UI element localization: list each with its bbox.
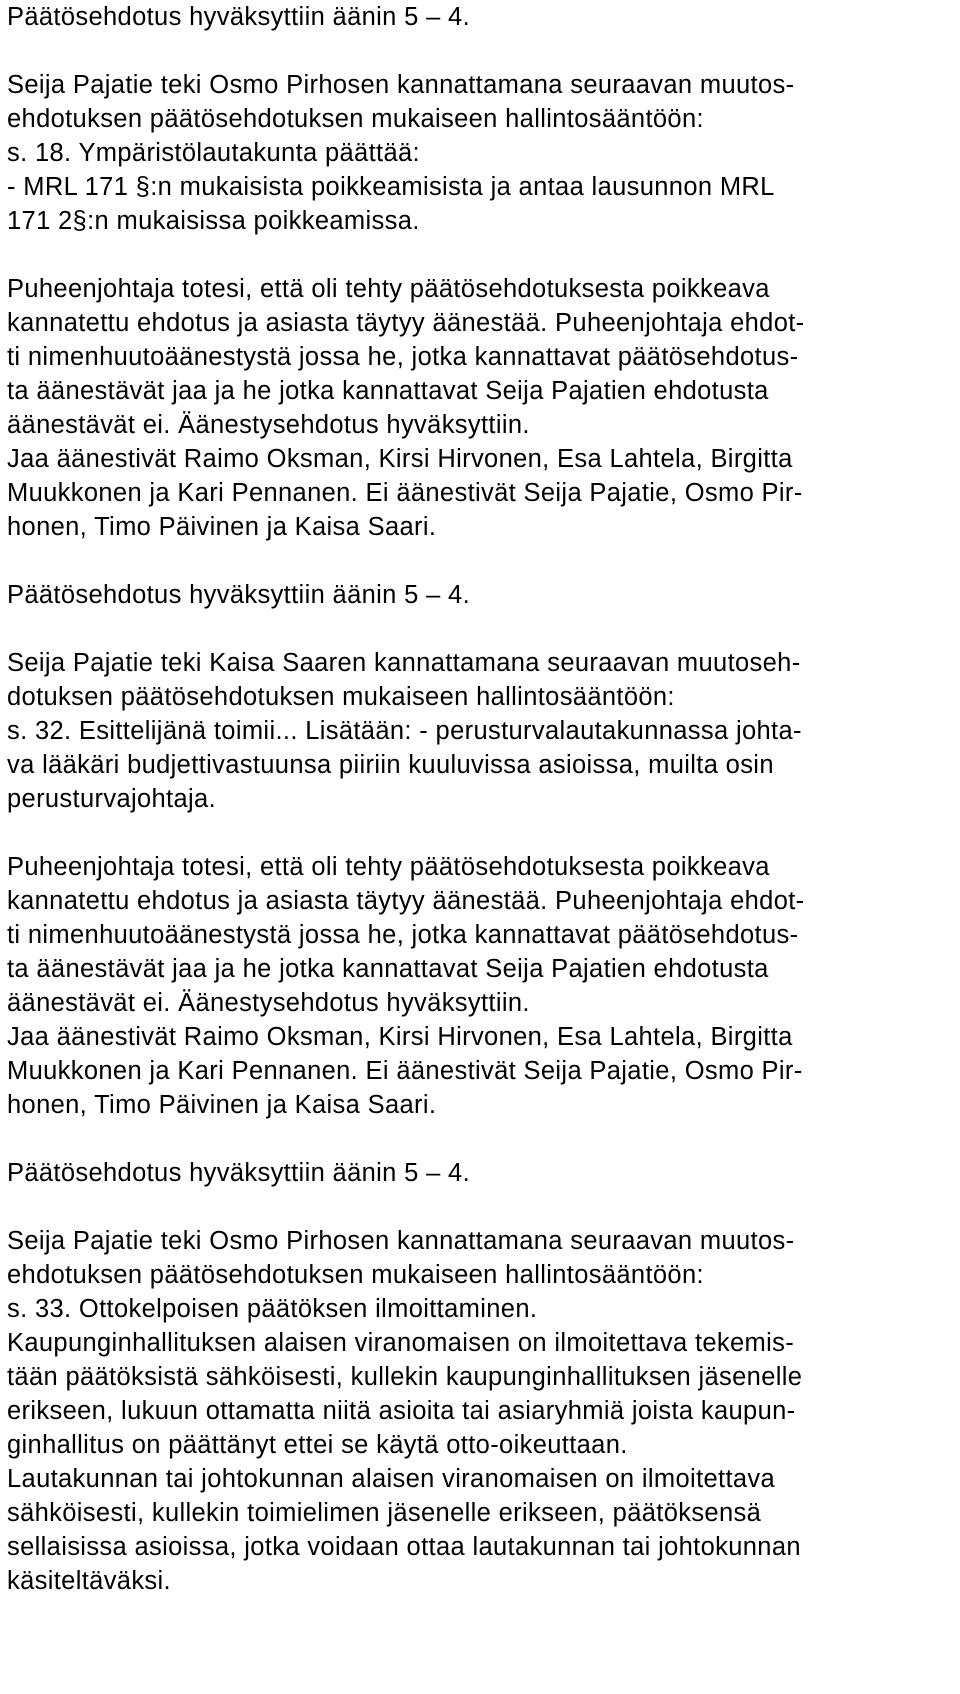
- text-line: tään päätöksistä sähköisesti, kullekin kaupunginhallituksen jäsenelle: [7, 1363, 803, 1391]
- text-line: ti nimenhuutoäänestystä jossa he, jotka kannattavat päätösehdotus-: [7, 921, 799, 949]
- text-line: äänestävät ei. Äänestysehdotus hyväksyttiin.: [7, 411, 530, 439]
- text-line: Päätösehdotus hyväksyttiin äänin 5 – 4.: [7, 1159, 471, 1187]
- text-line: ta äänestävät jaa ja he jotka kannattavat Seija Pajatien ehdotusta: [7, 377, 769, 405]
- text-line: s. 18. Ympäristölautakunta päättää:: [7, 139, 420, 167]
- text-line: Jaa äänestivät Raimo Oksman, Kirsi Hirvonen, Esa Lahtela, Birgitta: [7, 445, 793, 473]
- text-line: ta äänestävät jaa ja he jotka kannattavat Seija Pajatien ehdotusta: [7, 955, 769, 983]
- text-line: - MRL 171 §:n mukaisista poikkeamisista ja antaa lausunnon MRL: [7, 173, 775, 201]
- text-line: käsiteltäväksi.: [7, 1567, 171, 1595]
- text-line: dotuksen päätösehdotuksen mukaiseen hallintosääntöön:: [7, 683, 675, 711]
- text-line: ginhallitus on päättänyt ettei se käytä otto-oikeuttaan.: [7, 1431, 628, 1459]
- text-line: erikseen, lukuun ottamatta niitä asioita tai asiaryhmiä joista kaupun-: [7, 1397, 796, 1425]
- text-line: s. 32. Esittelijänä toimii... Lisätään: - perusturvalautakunnassa johta-: [7, 717, 802, 745]
- text-line: Seija Pajatie teki Kaisa Saaren kannattamana seuraavan muutoseh-: [7, 649, 801, 677]
- text-line: 171 2§:n mukaisissa poikkeamissa.: [7, 207, 420, 235]
- text-line: perusturvajohtaja.: [7, 785, 217, 813]
- text-line: Puheenjohtaja totesi, että oli tehty päätösehdotuksesta poikkeava: [7, 853, 770, 881]
- text-line: Muukkonen ja Kari Pennanen. Ei äänestivät Seija Pajatie, Osmo Pir-: [7, 479, 803, 507]
- text-line: Päätösehdotus hyväksyttiin äänin 5 – 4.: [7, 581, 471, 609]
- text-line: sellaisissa asioissa, jotka voidaan ottaa lautakunnan tai johtokunnan: [7, 1533, 801, 1561]
- text-line: honen, Timo Päivinen ja Kaisa Saari.: [7, 513, 437, 541]
- text-line: kannatettu ehdotus ja asiasta täytyy äänestää. Puheenjohtaja ehdot-: [7, 887, 805, 915]
- text-line: s. 33. Ottokelpoisen päätöksen ilmoittaminen.: [7, 1295, 538, 1323]
- text-line: Päätösehdotus hyväksyttiin äänin 5 – 4.: [7, 3, 471, 31]
- text-line: äänestävät ei. Äänestysehdotus hyväksyttiin.: [7, 989, 530, 1017]
- text-line: kannatettu ehdotus ja asiasta täytyy äänestää. Puheenjohtaja ehdot-: [7, 309, 805, 337]
- text-line: sähköisesti, kullekin toimielimen jäsenelle erikseen, päätöksensä: [7, 1499, 762, 1527]
- text-line: honen, Timo Päivinen ja Kaisa Saari.: [7, 1091, 437, 1119]
- text-line: ehdotuksen päätösehdotuksen mukaiseen hallintosääntöön:: [7, 1261, 704, 1289]
- text-line: Puheenjohtaja totesi, että oli tehty päätösehdotuksesta poikkeava: [7, 275, 770, 303]
- text-line: Seija Pajatie teki Osmo Pirhosen kannattamana seuraavan muutos-: [7, 71, 795, 99]
- text-line: ehdotuksen päätösehdotuksen mukaiseen hallintosääntöön:: [7, 105, 704, 133]
- text-line: ti nimenhuutoäänestystä jossa he, jotka kannattavat päätösehdotus-: [7, 343, 799, 371]
- text-line: Jaa äänestivät Raimo Oksman, Kirsi Hirvonen, Esa Lahtela, Birgitta: [7, 1023, 793, 1051]
- text-line: va lääkäri budjettivastuunsa piiriin kuuluvissa asioissa, muilta osin: [7, 751, 774, 779]
- text-line: Lautakunnan tai johtokunnan alaisen viranomaisen on ilmoitettava: [7, 1465, 776, 1493]
- text-line: Seija Pajatie teki Osmo Pirhosen kannattamana seuraavan muutos-: [7, 1227, 795, 1255]
- text-line: Kaupunginhallituksen alaisen viranomaisen on ilmoitettava tekemis-: [7, 1329, 795, 1357]
- text-line: Muukkonen ja Kari Pennanen. Ei äänestivät Seija Pajatie, Osmo Pir-: [7, 1057, 803, 1085]
